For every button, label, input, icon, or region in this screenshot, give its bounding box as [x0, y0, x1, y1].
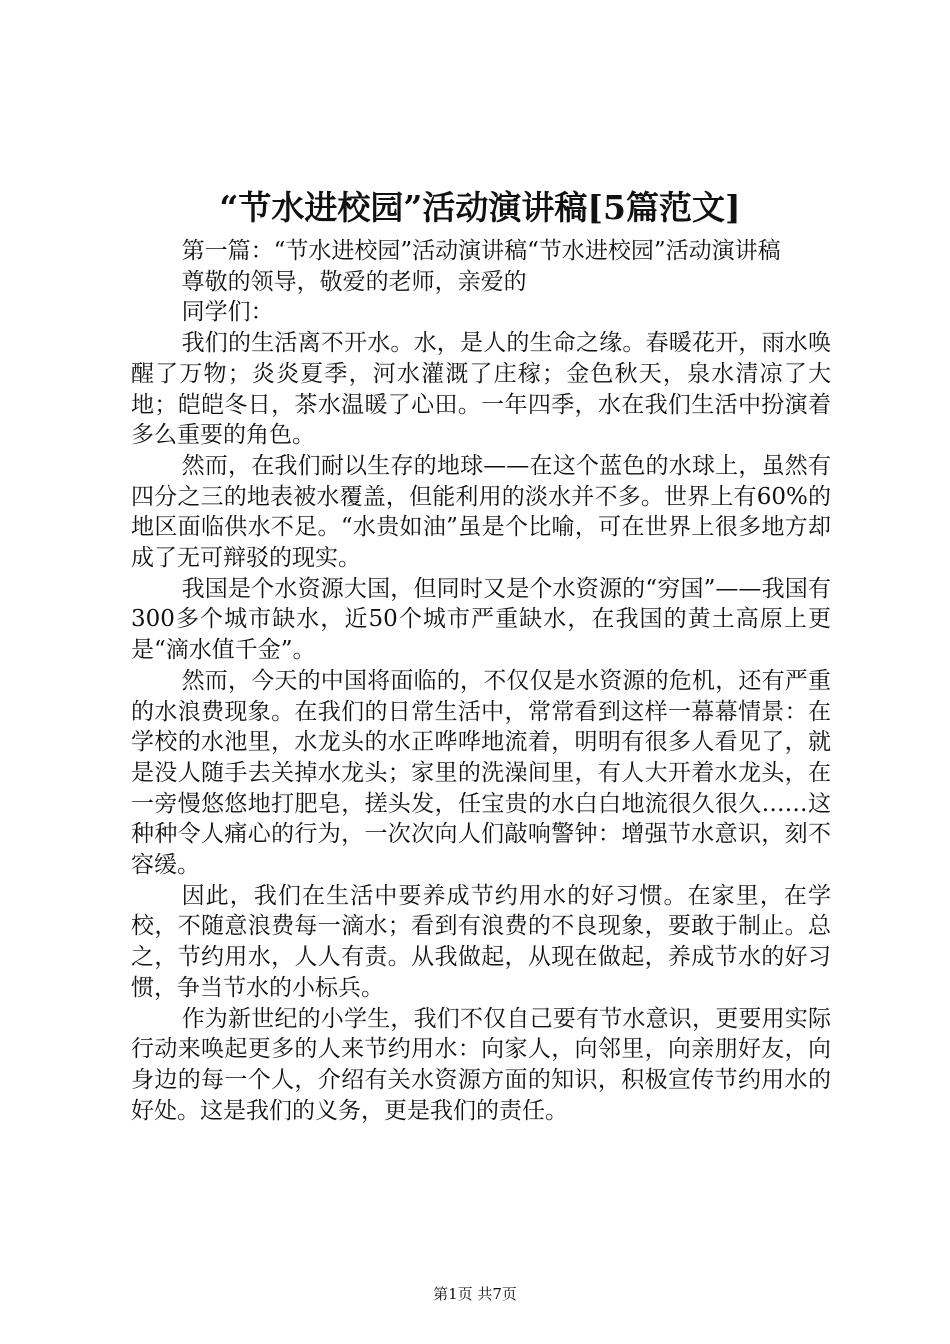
- page-footer: 第1页 共7页: [433, 1285, 517, 1303]
- paragraph: 尊敬的领导，敬爱的老师，亲爱的: [181, 268, 527, 295]
- paragraph: 我国是个水资源大国，但同时又是个水资源的“穷国”——我国有300多个城市缺水，近50个城市严重缺水，在我国的黄土高原上更是“滴水值千金”。: [131, 575, 831, 664]
- paragraph: 作为新世纪的小学生，我们不仅自己要有节水意识，更要用实际行动来唤起更多的人来节约用水：向家人，向邻里，向亲朋好友，向身边的每一个人，介绍有关水资源方面的知识，积极宣传节约用水的好处。这是我们的义务，更是我们的责任。: [131, 1005, 831, 1124]
- document-body: [131, 236, 831, 1126]
- paragraph: 然而，今天的中国将面临的，不仅仅是水资源的危机，还有严重的水浪费现象。在我们的日常生活中，常常看到这样一幕幕情景：在学校的水池里，水龙头的水正哗哗地流着，明明有很多人看见了，就是没人随手去关掉水龙头；家里的洗澡间里，有人大开着水龙头，在一旁慢悠悠地打肥皂，搓头发，任宝贵的水白白地流很久很久……这种种令人痛心的行为，一次次向人们敲响警钟：增强节水意识，刻不容缓。: [131, 667, 831, 879]
- paragraph: 然而，在我们耐以生存的地球——在这个蓝色的水球上，虽然有四分之三的地表被水覆盖，但能利用的淡水并不多。世界上有60%的地区面临供水不足。“水贵如油”虽是个比喻，可在世界上很多地方却成了无可辩驳的现实。: [131, 452, 831, 572]
- paragraph: 因此，我们在生活中要养成节约用水的好习惯。在家里，在学校，不随意浪费每一滴水；看到有浪费的不良现象，要敢于制止。总之，节约用水，人人有责。从我做起，从现在做起，养成节水的好习惯，争当节水的小标兵。: [131, 882, 831, 1001]
- paragraph: 第一篇：“节水进校园”活动演讲稿“节水进校园”活动演讲稿: [181, 238, 781, 264]
- paragraph: 同学们：: [181, 299, 274, 326]
- paragraph: 我们的生活离不开水。水，是人的生命之缘。春暖花开，雨水唤醒了万物；炎炎夏季，河水灌溉了庄稼；金色秋天，泉水清凉了大地；皑皑冬日，茶水温暖了心田。一年四季，水在我们生活中扮演着多么重要的角色。: [131, 330, 831, 449]
- document-title: “节水进校园”活动演讲稿[5篇范文]: [219, 188, 741, 227]
